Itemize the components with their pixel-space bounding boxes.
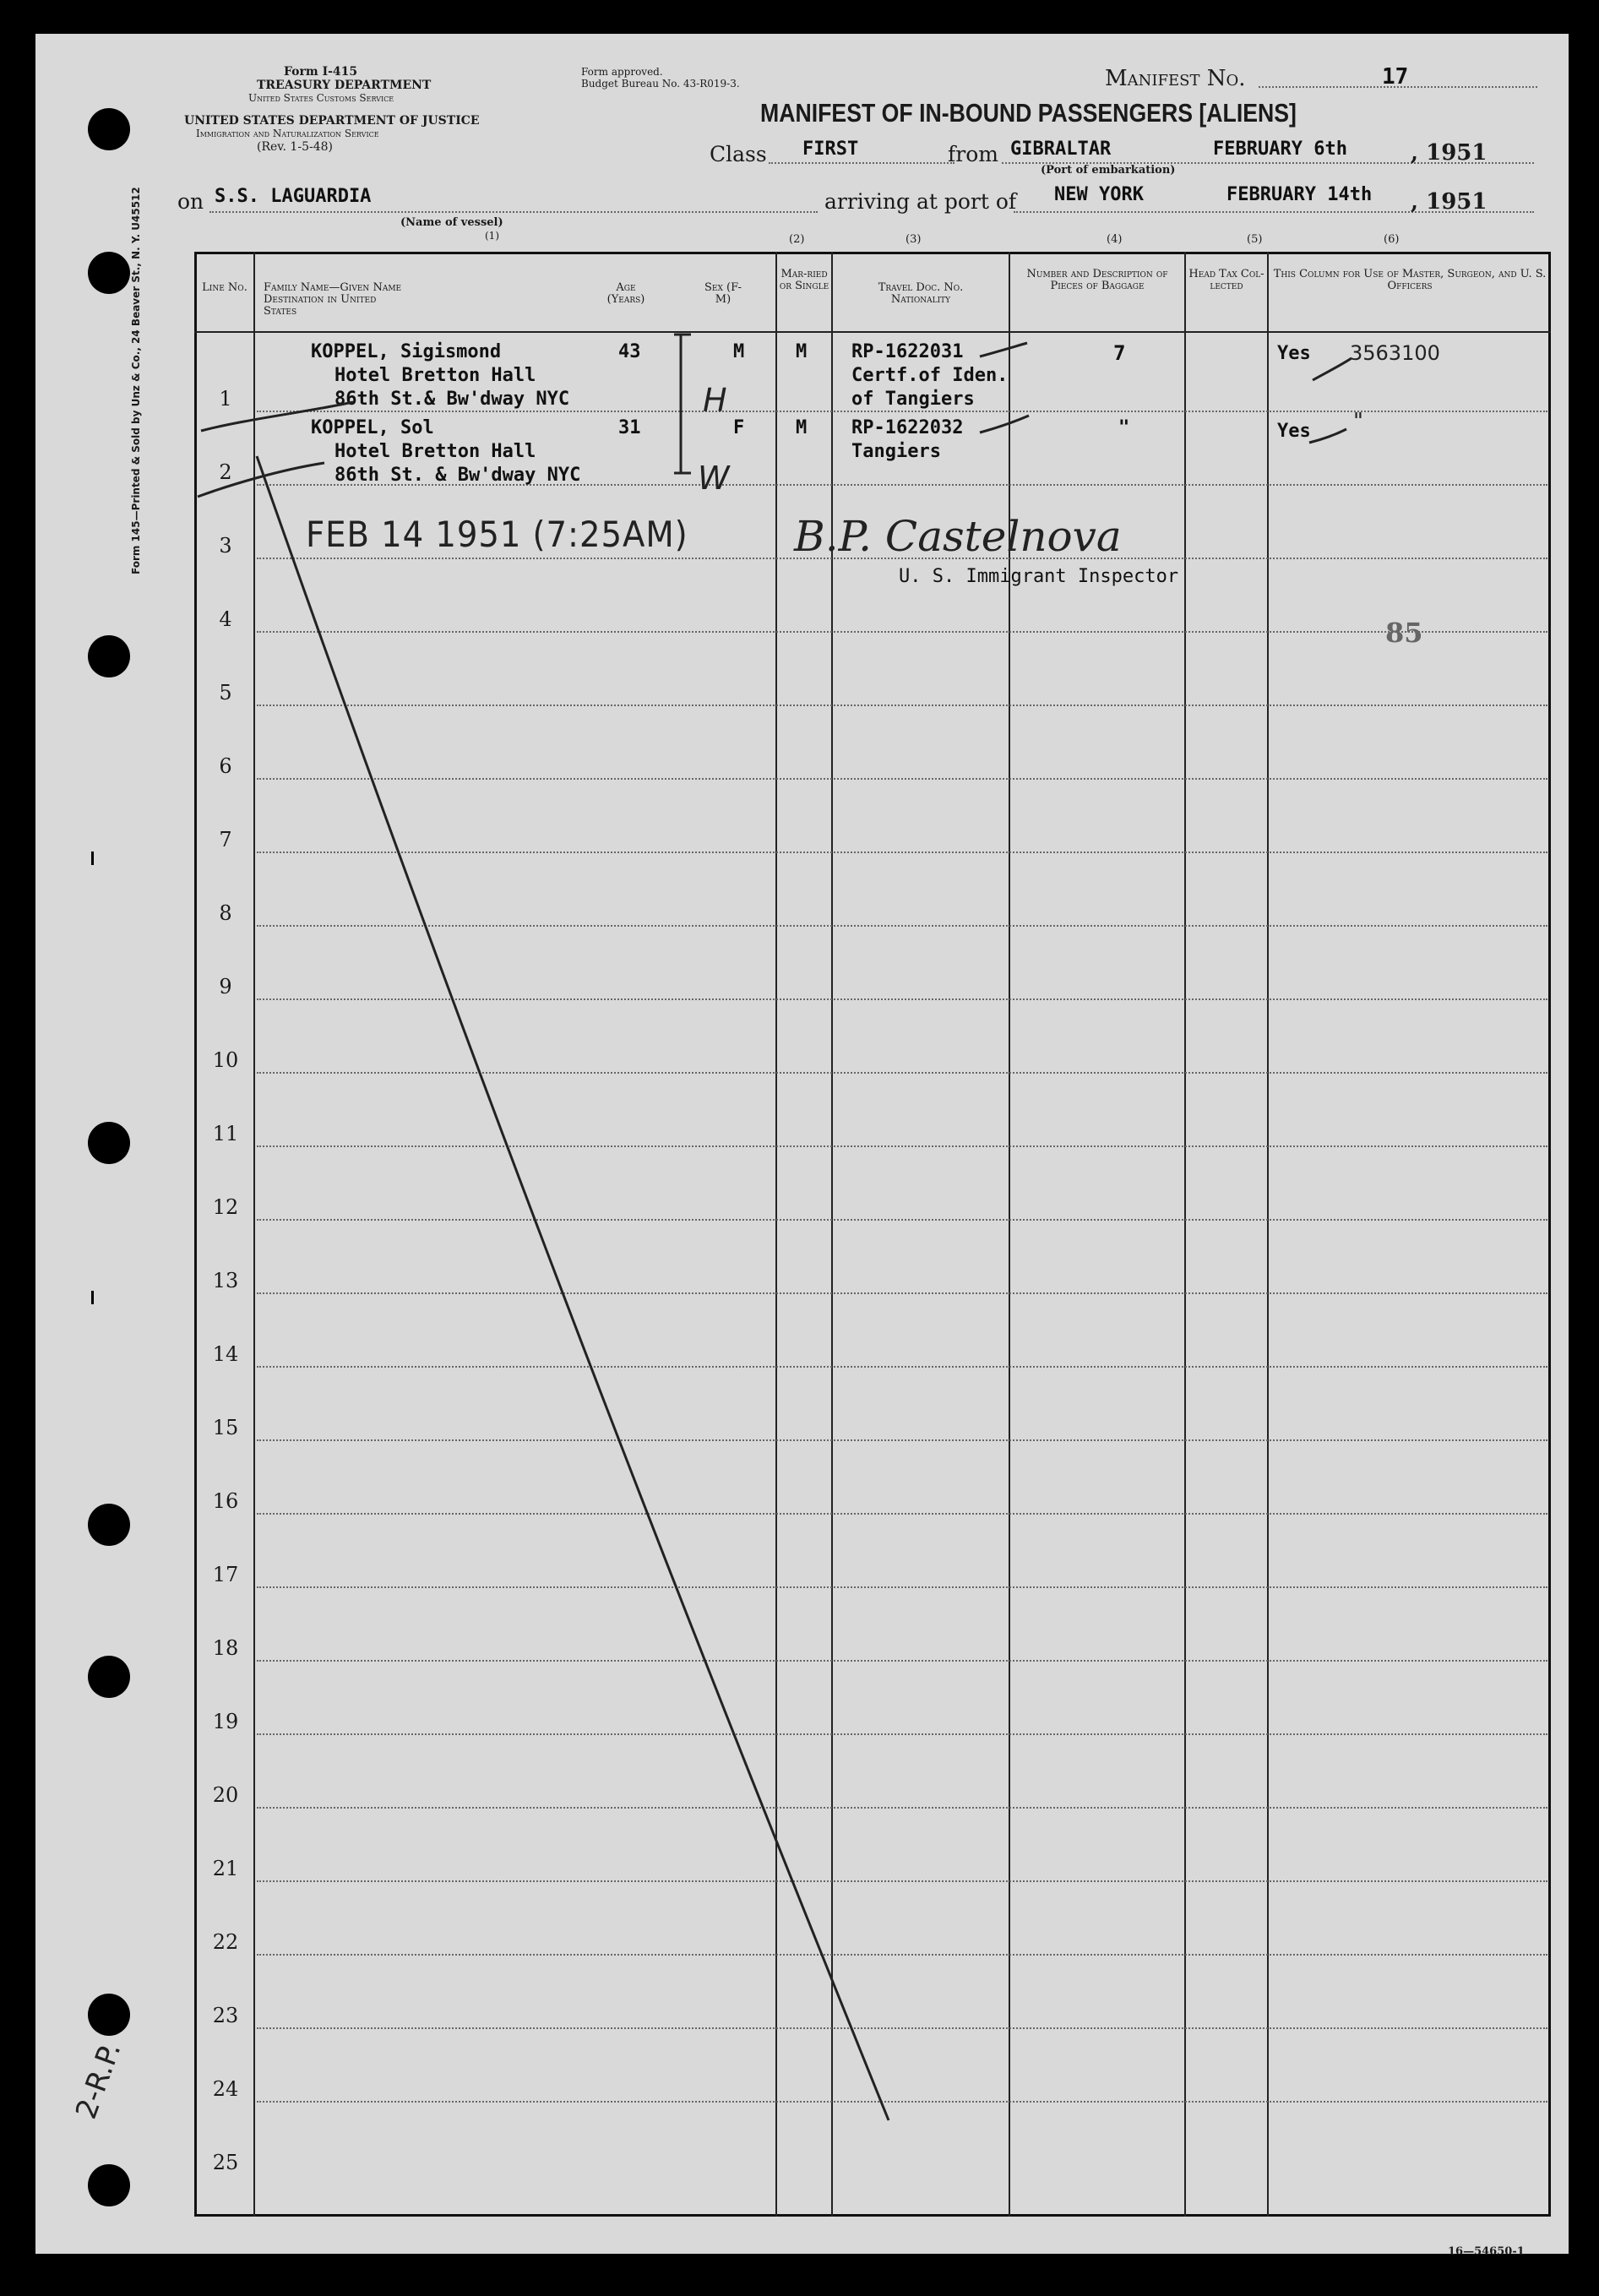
binder-hole: [88, 1504, 130, 1546]
baggage-ditto: ": [1118, 417, 1130, 438]
manifest-no-value: 17: [1382, 64, 1409, 90]
header-baggage: Number and Description of Pieces of Baggage: [1026, 268, 1168, 292]
passenger-sex: F: [733, 417, 745, 438]
line-number: 20: [212, 1783, 239, 1807]
line-number: 18: [212, 1636, 239, 1660]
header-travel-doc: Travel Doc. No. Nationality: [878, 281, 964, 306]
margin-tick: [91, 1291, 94, 1304]
row-rule: [257, 2101, 1547, 2103]
arrival-port: NEW YORK: [1054, 184, 1144, 205]
row-rule: [257, 1880, 1547, 1882]
vessel-col-num: (1): [485, 230, 499, 242]
col-divider: [253, 252, 255, 2217]
officer-number: 3563100: [1350, 341, 1440, 365]
passenger-age: 31: [618, 417, 641, 438]
travel-doc-no: RP-1622031: [851, 341, 964, 362]
line-number: 13: [212, 1269, 239, 1292]
row-rule: [257, 1807, 1547, 1809]
line-number: 10: [212, 1048, 239, 1072]
dotted-line: [209, 211, 818, 213]
passenger-married: M: [796, 341, 808, 362]
col-divider: [1267, 252, 1269, 2217]
header-officers: This Column for Use of Master, Surgeon, and U. S. Officers: [1273, 268, 1547, 292]
form-number: Form I-415: [284, 65, 358, 79]
on-label: on: [177, 189, 204, 214]
row-rule: [257, 2027, 1547, 2029]
line-number: 4: [219, 607, 232, 631]
departure-date: FEBRUARY 6th: [1213, 139, 1347, 160]
vessel-name: S.S. LAGUARDIA: [215, 186, 372, 207]
arriving-label: arriving at port of: [824, 189, 1017, 214]
head-tax: Yes: [1277, 421, 1311, 442]
binder-hole: [88, 1656, 130, 1698]
header-married: Mar-ried or Single: [779, 268, 829, 292]
form-approved: Form approved.: [581, 66, 663, 78]
row-rule: [257, 1072, 1547, 1074]
row-rule: [257, 705, 1547, 706]
passenger-age: 43: [618, 341, 641, 362]
dotted-line: [769, 162, 955, 164]
customs-service: United States Customs Service: [248, 92, 394, 104]
line-number: 9: [219, 975, 232, 998]
row-rule: [257, 1145, 1547, 1147]
ins-service: Immigration and Naturalization Service: [196, 128, 379, 139]
line-number: 24: [212, 2077, 239, 2101]
header-head-tax: Head Tax Col-lected: [1188, 268, 1265, 292]
line-number: 22: [212, 1930, 239, 1954]
line-number: 3: [219, 534, 232, 558]
row-rule: [257, 1292, 1547, 1294]
inspector-title: U. S. Immigrant Inspector: [899, 566, 1179, 587]
col-num: (5): [1247, 233, 1263, 246]
head-tax: Yes: [1277, 343, 1311, 364]
table-header-rule: [194, 331, 1551, 333]
col-divider: [1184, 252, 1186, 2217]
treasury-dept: TREASURY DEPARTMENT: [257, 79, 432, 92]
form-revision: (Rev. 1-5-48): [257, 140, 333, 154]
manifest-title: MANIFEST OF IN-BOUND PASSENGERS [ALIENS]: [760, 98, 1297, 128]
header-line-no: Line No.: [202, 281, 247, 294]
manifest-no-label: Manifest No.: [1105, 66, 1246, 91]
passenger-destination: Hotel Bretton Hall: [334, 365, 536, 386]
header-age: Age (Years): [606, 281, 645, 306]
margin-tick: [91, 851, 94, 865]
line-number: 15: [212, 1416, 239, 1439]
binder-hole: [88, 108, 130, 150]
nationality: Tangiers: [851, 441, 941, 462]
row-rule: [257, 1586, 1547, 1588]
inspector-signature: B.P. Castelnova: [794, 512, 1122, 561]
header-sex: Sex (F-M): [704, 281, 742, 306]
arrival-date: FEBRUARY 14th: [1226, 184, 1373, 205]
line-number: 14: [212, 1342, 239, 1366]
passenger-destination: 86th St. & Bw'dway NYC: [334, 465, 581, 486]
line-number: 8: [219, 901, 232, 925]
nationality: Certf.of Iden.: [851, 365, 1009, 386]
passenger-sex: M: [733, 341, 745, 362]
binder-hole: [88, 2164, 130, 2206]
officer-ditto: ": [1353, 409, 1363, 434]
footer-code: 16—54650-1: [1448, 2245, 1525, 2258]
row-rule: [257, 1954, 1547, 1956]
class-label: Class: [710, 142, 767, 166]
vessel-caption: (Name of vessel): [400, 216, 503, 229]
binder-hole: [88, 1994, 130, 2036]
line-number: 19: [212, 1710, 239, 1733]
line-number: 11: [212, 1122, 239, 1145]
passenger-name: KOPPEL, Sol: [311, 417, 434, 438]
from-label: from: [948, 142, 998, 166]
row-rule: [257, 1513, 1547, 1515]
class-value: FIRST: [802, 139, 859, 160]
row-rule: [257, 851, 1547, 853]
inspection-stamp-date: FEB 14 1951 (7:25AM): [306, 514, 688, 555]
embark-caption: (Port of embarkation): [1041, 164, 1176, 177]
nationality: of Tangiers: [851, 389, 975, 410]
sex-note: H: [703, 382, 727, 419]
line-number: 7: [219, 828, 232, 851]
col-num: (4): [1107, 233, 1123, 246]
manifest-sheet: [35, 34, 1569, 2258]
line-number: 1: [219, 387, 232, 411]
col-divider: [775, 252, 777, 2217]
col-num: (6): [1384, 233, 1400, 246]
page-number: 85: [1385, 617, 1423, 649]
line-number: 21: [212, 1857, 239, 1880]
col-num: (3): [906, 233, 922, 246]
embark-port: GIBRALTAR: [1010, 139, 1112, 160]
line-number: 12: [212, 1195, 239, 1219]
row-rule: [257, 1733, 1547, 1735]
line-number: 17: [212, 1563, 239, 1586]
row-rule: [257, 1366, 1547, 1368]
sex-note: W: [698, 460, 730, 497]
line-number: 16: [212, 1489, 239, 1513]
binder-hole: [88, 1122, 130, 1164]
binder-hole: [88, 635, 130, 677]
line-number: 2: [219, 460, 232, 484]
line-number: 25: [212, 2151, 239, 2174]
row-rule: [257, 1439, 1547, 1441]
printer-credit: Form 145—Printed & Sold by Unz & Co., 24 Beaver St., N. Y. U45512: [130, 187, 142, 574]
header-name: Family Name—Given Name Destination in United States: [264, 281, 402, 318]
baggage-count: 7: [1113, 341, 1126, 365]
line-number: 23: [212, 2004, 239, 2027]
departure-year: , 1951: [1411, 140, 1488, 166]
row-rule: [257, 778, 1547, 780]
row-rule: [257, 631, 1547, 633]
justice-dept: UNITED STATES DEPARTMENT OF JUSTICE: [184, 114, 480, 128]
passenger-destination: Hotel Bretton Hall: [334, 441, 536, 462]
passenger-name: KOPPEL, Sigismond: [311, 341, 502, 362]
travel-doc-no: RP-1622032: [851, 417, 964, 438]
col-num: (2): [789, 233, 805, 246]
passenger-destination: 86th St.& Bw'dway NYC: [334, 389, 570, 410]
row-rule: [257, 1660, 1547, 1662]
binder-hole: [88, 252, 130, 294]
row-rule: [257, 998, 1547, 1000]
line-number: 5: [219, 681, 232, 705]
margin-note: 2-R.P.: [69, 2038, 128, 2124]
budget-bureau: Budget Bureau No. 43-R019-3.: [581, 78, 740, 90]
row-rule: [257, 1219, 1547, 1221]
arrival-year: , 1951: [1411, 189, 1488, 215]
line-number: 6: [219, 754, 232, 778]
passenger-married: M: [796, 417, 808, 438]
row-rule: [257, 925, 1547, 927]
